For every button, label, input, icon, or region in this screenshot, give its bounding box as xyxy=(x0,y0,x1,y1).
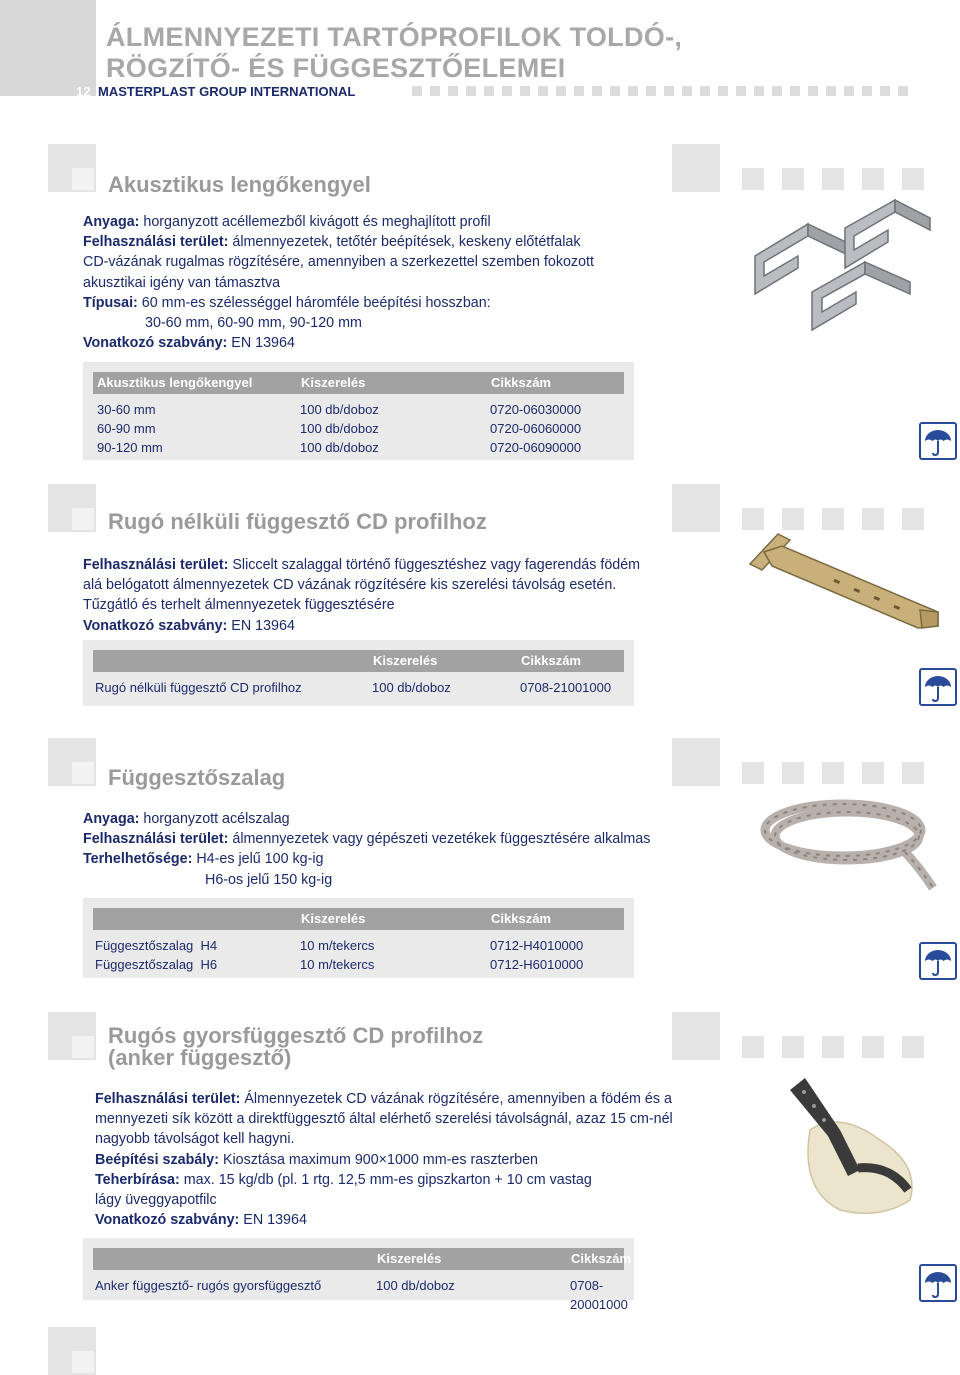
text-line: Felhasználási terület: Sliccelt szalaggal történő függesztéshez vagy fagerendás födém xyxy=(83,557,641,573)
table-row xyxy=(83,400,634,419)
text-line: 30-60 mm, 60-90 mm, 90-120 mm xyxy=(145,315,362,332)
text-line: H6-os jelű 150 kg-ig xyxy=(205,871,333,888)
table-cell: 100 db/doboz xyxy=(300,402,379,417)
table-cell: 0720-06090000 xyxy=(490,440,582,455)
section-decoration xyxy=(742,1036,924,1058)
text-line: Terhelhetősége: H4-es jelű 100 kg-ig xyxy=(83,851,324,868)
text-line: nagyobb távolságot kell hagyni. xyxy=(95,1131,295,1148)
table-cell: 0720-06030000 xyxy=(490,402,582,417)
column-header: Cikkszám xyxy=(491,375,551,390)
table-rugo-nelkuli xyxy=(83,640,634,706)
text-line: akusztikai igény van támasztva xyxy=(83,274,281,291)
section-2-description xyxy=(83,555,703,636)
column-header: Cikkszám xyxy=(491,911,551,926)
text-line: Tűzgátló és terhelt álmennyezetek függesztésére xyxy=(83,597,395,614)
text-line: Felhasználási terület: álmennyezetek, tetőtér beépítések, keskeny előtétfalak xyxy=(83,234,581,251)
table-cell: 0708-21001000 xyxy=(520,680,612,695)
section-1-description xyxy=(83,212,683,353)
section-decoration xyxy=(72,508,94,530)
text-line: Teherbírása: max. 15 kg/db (pl. 1 rtg. 12,5 mm-es gipszkarton + 10 cm vastag xyxy=(95,1171,592,1188)
table-header xyxy=(93,372,624,394)
table-row xyxy=(83,678,634,697)
column-header: Akusztikus lengőkengyel xyxy=(97,375,253,390)
table-cell: Anker függesztő- rugós gyorsfüggesztő xyxy=(95,1278,322,1293)
table-row xyxy=(83,1276,634,1312)
table-cell: 0720-06060000 xyxy=(490,421,582,436)
table-cell: Rugó nélküli függesztő CD profilhoz xyxy=(95,680,302,695)
page-header xyxy=(0,0,960,99)
product-image-t-hanger xyxy=(742,530,942,640)
umbrella-icon xyxy=(919,422,957,460)
table-cell: 0708-20001000 xyxy=(570,1278,628,1312)
column-header: Kiszerelés xyxy=(377,1251,442,1266)
table-cell: 0712-H6010000 xyxy=(490,957,584,972)
text-line: Beépítési szabály: Kiosztása maximum 900×1000 mm-es raszterben xyxy=(95,1151,539,1168)
section-title-line-2: (anker függesztő) xyxy=(108,1045,292,1070)
section-decoration xyxy=(672,1012,720,1060)
table-header xyxy=(93,1248,631,1270)
table-akusztikus xyxy=(83,362,634,460)
table-header xyxy=(93,908,624,930)
footer-decoration xyxy=(72,1351,94,1373)
section-title-line-1: Rugós gyorsfüggesztő CD profilhoz xyxy=(108,1023,484,1048)
table-cell: 100 db/doboz xyxy=(376,1278,455,1293)
column-header: Kiszerelés xyxy=(301,375,366,390)
section-title-rugo-nelkuli: Rugó nélküli függesztő CD profilhoz xyxy=(108,509,487,534)
section-decoration xyxy=(672,484,720,532)
section-decoration xyxy=(72,168,94,190)
text-line: Típusai: 60 mm-es szélességgel háromféle beépítési hosszban: xyxy=(83,294,491,311)
section-decoration xyxy=(72,762,94,784)
table-cell: 60-90 mm xyxy=(97,421,156,436)
table-cell: 100 db/doboz xyxy=(372,680,451,695)
table-fuggesztoszalag xyxy=(83,898,634,978)
table-cell: 0712-H4010000 xyxy=(490,938,584,953)
section-title-rugos-gyorsfuggeszto xyxy=(108,1025,483,1069)
umbrella-icon xyxy=(919,668,957,706)
section-4-description xyxy=(95,1089,735,1230)
section-decoration xyxy=(72,1036,94,1058)
table-header xyxy=(93,650,624,672)
text-line: Felhasználási terület: Álmennyezetek CD vázának rögzítésére, amennyiben a födém és a xyxy=(95,1091,672,1107)
table-anker-fuggeszto xyxy=(83,1238,634,1312)
text-line: CD-vázának rugalmas rögzítésére, amennyiben a szerkezettel szemben fokozott xyxy=(83,254,594,271)
section-decoration xyxy=(742,508,924,530)
text-line: lágy üveggyapotfilc xyxy=(95,1192,217,1209)
page-title-line-1: ÁLMENNYEZETI TARTÓPROFILOK TOLDÓ-, xyxy=(106,22,683,52)
section-decoration xyxy=(672,738,720,786)
table-cell: 90-120 mm xyxy=(97,440,163,455)
header-decoration xyxy=(412,86,908,96)
umbrella-icon xyxy=(919,942,957,980)
section-decoration xyxy=(672,144,720,192)
umbrella-icon xyxy=(919,1264,957,1302)
section-decoration xyxy=(742,762,924,784)
table-row xyxy=(83,936,634,955)
table-cell: 10 m/tekercs xyxy=(300,957,375,972)
table-cell: 100 db/doboz xyxy=(300,421,379,436)
column-header: Cikkszám xyxy=(521,653,581,668)
table-cell: 10 m/tekercs xyxy=(300,938,375,953)
table-row xyxy=(83,419,634,438)
company-name: MASTERPLAST GROUP INTERNATIONAL xyxy=(98,84,356,99)
column-header: Kiszerelés xyxy=(301,911,366,926)
table-row xyxy=(83,438,634,457)
text-line: Vonatkozó szabvány: EN 13964 xyxy=(83,335,295,352)
page-number: 12 xyxy=(76,84,91,99)
page-title-line-2: RÖGZÍTŐ- ÉS FÜGGESZTŐELEMEI xyxy=(106,53,566,83)
header-grey-block xyxy=(0,0,96,96)
table-cell: Függesztőszalag H4 xyxy=(95,938,218,953)
product-image-bracket xyxy=(750,196,935,336)
text-line: Anyaga: horganyzott acélszalag xyxy=(83,811,290,827)
page-title xyxy=(106,22,682,84)
section-decoration xyxy=(742,168,924,190)
section-3-description xyxy=(83,809,723,890)
text-line: Anyaga: horganyzott acéllemezből kivágott és meghajlított profil xyxy=(83,214,491,230)
text-line: alá belógatott álmennyezetek CD vázának rögzítésére kis szerelési távolság esetén. xyxy=(83,577,617,594)
text-line: mennyezeti sík között a direktfüggesztő által elérhető szerelési távolságnál, azaz 15 cm-nél xyxy=(95,1111,673,1128)
product-image-strap-coil xyxy=(755,790,940,900)
table-cell: 100 db/doboz xyxy=(300,440,379,455)
column-header: Cikkszám xyxy=(571,1251,631,1266)
text-line: Vonatkozó szabvány: EN 13964 xyxy=(83,617,295,634)
product-image-spring-hanger xyxy=(770,1070,945,1230)
section-title-fuggesztoszalag: Függesztőszalag xyxy=(108,765,286,790)
section-title-akusztikus: Akusztikus lengőkengyel xyxy=(108,172,371,197)
column-header: Kiszerelés xyxy=(373,653,438,668)
table-row xyxy=(83,955,634,974)
text-line: Vonatkozó szabvány: EN 13964 xyxy=(95,1212,307,1229)
table-cell: Függesztőszalag H6 xyxy=(95,957,218,972)
table-cell: 30-60 mm xyxy=(97,402,156,417)
text-line: Felhasználási terület: álmennyezetek vagy gépészeti vezetékek függesztésére alkalmas xyxy=(83,831,651,848)
